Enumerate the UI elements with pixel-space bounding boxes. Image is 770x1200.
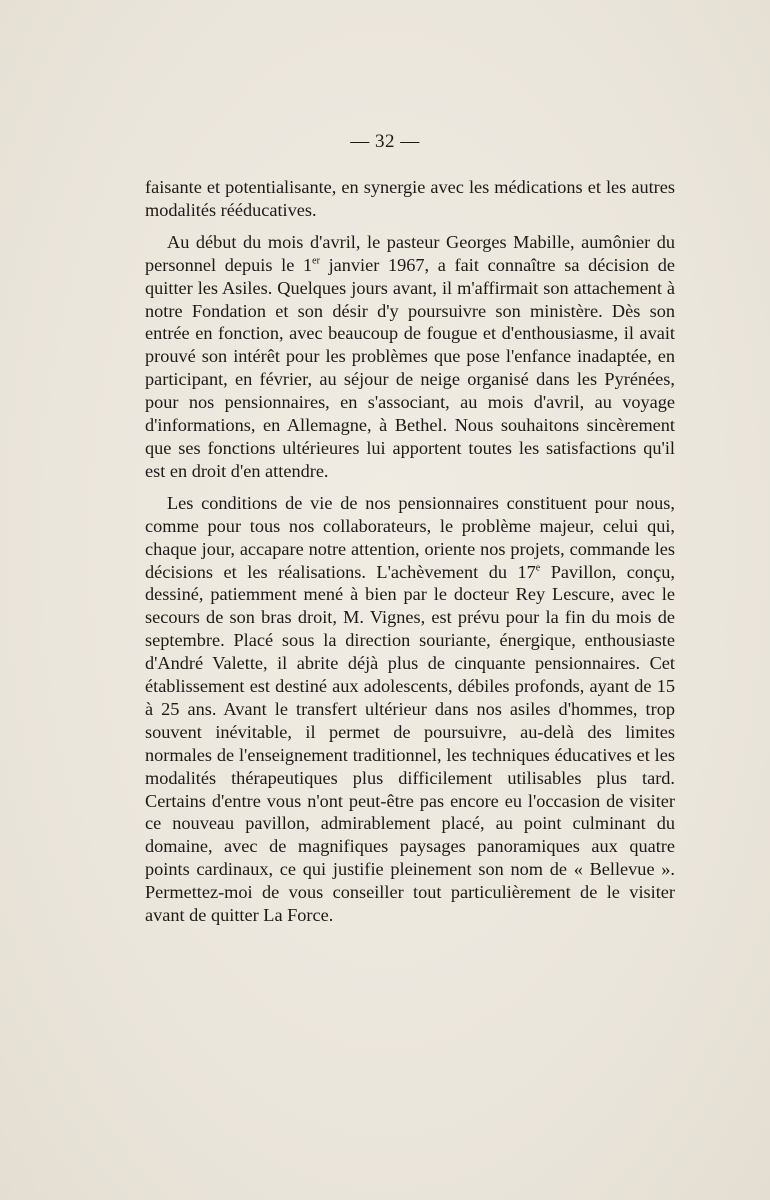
- paragraph-text-part: Pavillon, conçu, dessiné, patiemment mené à bien par le docteur Rey Lescure, avec le secours de son bras droit, M. Vignes, est prévu pour la fin du mois de septembre. Placé sous la direction souriante, énergique, enthousiaste d'André Valette, il abrite déjà plus de cinquante pensionnaires. Cet établissement est destiné aux adolescents, débiles profonds, ayant de 15 à 25 ans. Avant le transfert ultérieur dans nos asiles d'hommes, trop souvent inévitable, il permet de poursuivre, au-delà des limites normales de l'enseignement traditionnel, les techniques éducatives et les modalités thérapeutiques plus difficilement utilisables plus tard. Certains d'entre vous n'ont peut-être pas encore eu l'occasion de visiter ce nouveau pavillon, admirablement placé, au point culminant du domaine, avec de magnifiques paysages panoramiques aux quatre points cardinaux, ce qui justifie pleinement son nom de « Bellevue ». Permettez-moi de vous conseiller tout particulièrement de le visiter avant de quitter La Force.: [145, 561, 675, 926]
- paragraph-continuation: [145, 176, 675, 222]
- ordinal-superscript: er: [312, 255, 320, 267]
- paragraph-text-part: Les conditions de vie de nos pensionnaires constituent pour nous, comme pour tous nos collaborateurs, le problème majeur, celui qui, chaque jour, accapare notre attention, oriente nos projets, commande les décisions et les réalisations. L'achèvement du 17: [145, 492, 675, 582]
- paragraph-text-part: janvier 1967, a fait connaître sa décision de quitter les Asiles. Quelques jours avant, il m'affirmait son attachement à notre Fondation et son désir d'y poursuivre son ministère. Dès son entrée en fonction, avec beaucoup de fougue et d'enthousiasme, il avait prouvé son intérêt pour les problèmes que pose l'enfance inadaptée, en participant, en février, au séjour de neige organisé dans les Pyrénées, pour nos pensionnaires, en s'associant, au mois d'avril, au voyage d'informations, en Allemagne, à Bethel. Nous souhaitons sincèrement que ses fonctions ultérieures lui apportent toutes les satisfactions qu'il est en droit d'en attendre.: [145, 254, 675, 481]
- paragraph-pavilion: [145, 492, 675, 927]
- paragraph-pastor-departure: [145, 231, 675, 483]
- ordinal-superscript: e: [535, 562, 541, 573]
- body-text: [145, 176, 675, 927]
- paragraph-text-part: Au début du mois d'avril, le pasteur Georges Mabille, aumônier du personnel depuis le 1: [145, 231, 675, 275]
- page-number: — 32 —: [350, 131, 420, 152]
- paragraph-text: faisante et potentialisante, en synergie avec les médications et les autres modalités rééducatives.: [145, 177, 675, 220]
